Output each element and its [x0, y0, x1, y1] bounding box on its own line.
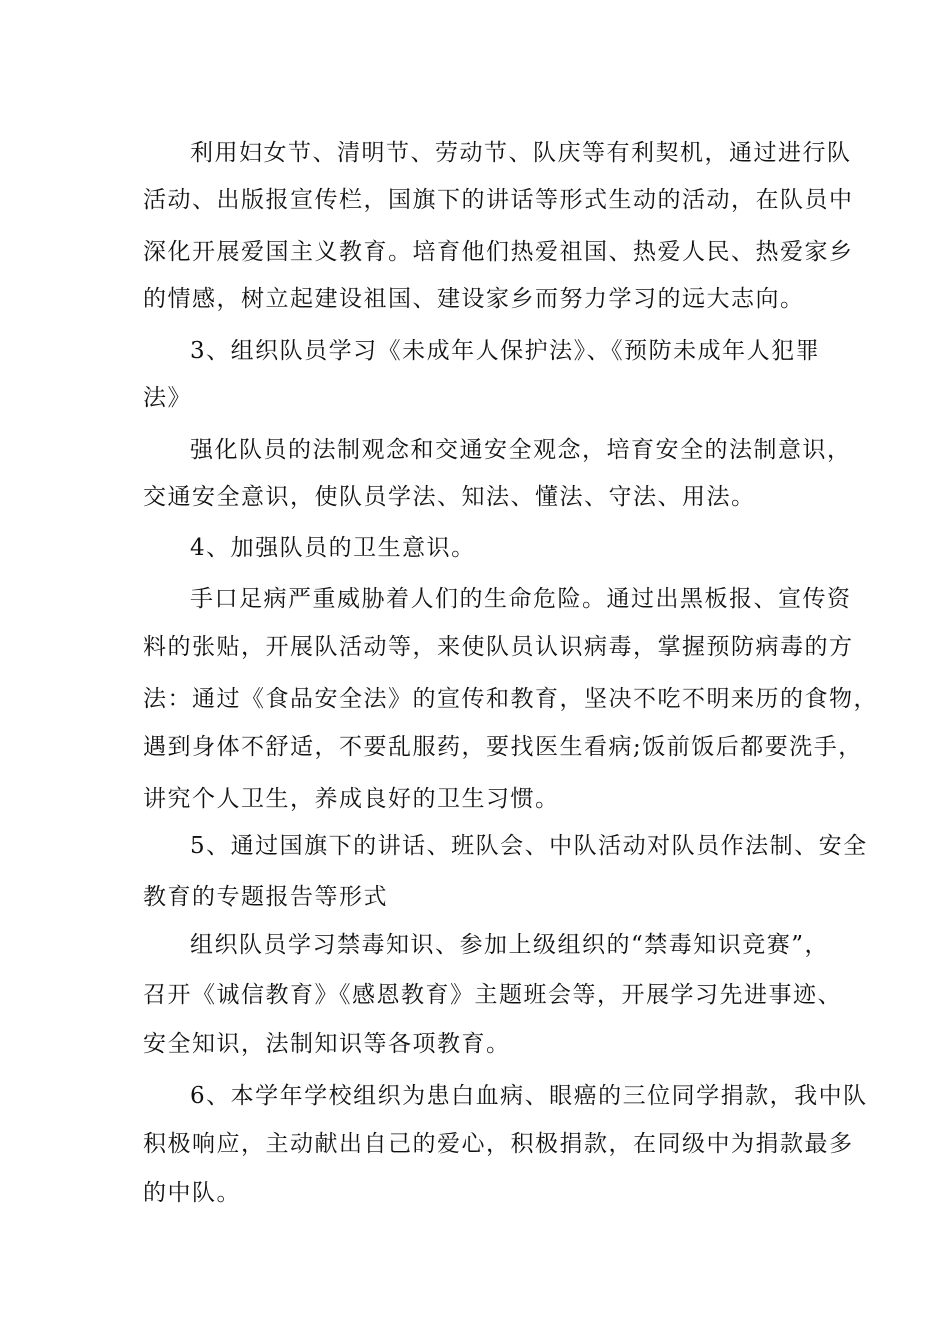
paragraph-line: 利用妇女节、清明节、劳动节、队庆等有利契机，通过进行队 [190, 140, 852, 166]
paragraph-line: 组织队员学习禁毒知识、参加上级组织的“禁毒知识竞赛”， [190, 932, 830, 958]
paragraph-line: 交通安全意识，使队员学法、知法、懂法、守法、用法。 [143, 484, 756, 510]
paragraph-line: 强化队员的法制观念和交通安全观念，培育安全的法制意识， [190, 437, 852, 463]
section-heading-4: 4、加强队员的卫生意识。 [190, 535, 476, 561]
paragraph-line: 遇到身体不舒适，不要乱服药，要找医生看病;饭前饭后都要洗手， [143, 734, 863, 760]
paragraph-line: 的情感，树立起建设祖国、建设家乡而努力学习的远大志向。 [143, 286, 805, 312]
section-heading-3-continued: 法》 [143, 385, 192, 411]
paragraph-line: 的中队。 [143, 1180, 241, 1206]
paragraph-line: 安全知识，法制知识等各项教育。 [143, 1031, 511, 1057]
paragraph-line: 积极响应，主动献出自己的爱心，积极捐款，在同级中为捐款最多 [143, 1131, 854, 1157]
paragraph-line: 料的张贴，开展队活动等，来使队员认识病毒，掌握预防病毒的方 [143, 634, 854, 660]
paragraph-line: 深化开展爱国主义教育。培育他们热爱祖国、热爱人民、热爱家乡 [143, 239, 854, 265]
section-heading-5: 5、通过国旗下的讲话、班队会、中队活动对队员作法制、安全 [190, 833, 868, 859]
paragraph-line: 活动、出版报宣传栏，国旗下的讲话等形式生动的活动，在队员中 [143, 187, 854, 213]
paragraph-line: 召开《诚信教育》《感恩教育》主题班会等，开展学习先进事迹、 [143, 982, 842, 1008]
paragraph-line: 手口足病严重威胁着人们的生命危险。通过出黑板报、宣传资 [190, 586, 852, 612]
paragraph-line: 讲究个人卫生，养成良好的卫生习惯。 [143, 786, 560, 812]
section-heading-3: 3、组织队员学习《未成年人保护法》、《预防未成年人犯罪 [190, 338, 821, 364]
paragraph-line: 法：通过《食品安全法》的宣传和教育，坚决不吃不明来历的食物， [143, 686, 878, 712]
section-heading-6: 6、本学年学校组织为患白血病、眼癌的三位同学捐款，我中队 [190, 1083, 868, 1109]
section-heading-5-continued: 教育的专题报告等形式 [143, 884, 388, 910]
